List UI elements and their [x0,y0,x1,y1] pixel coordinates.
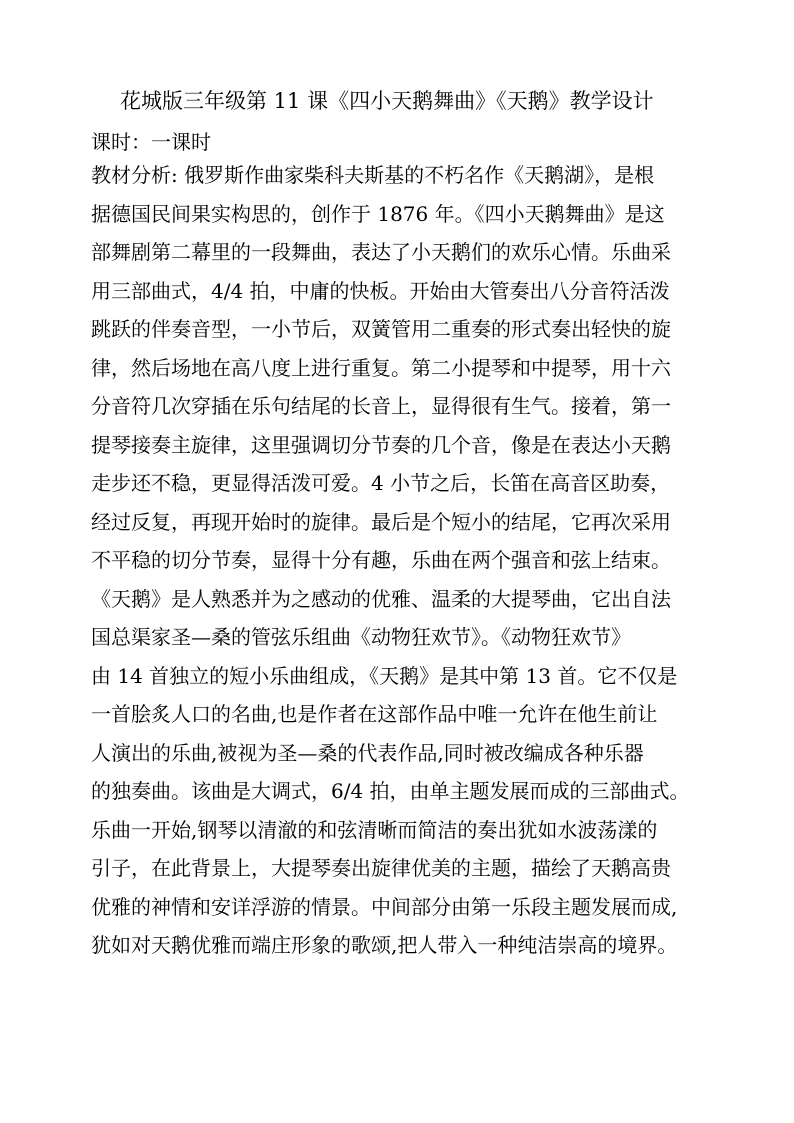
text-line: 教材分析: 俄罗斯作曲家柴科夫斯基的不朽名作《天鹅湖》，是根 [91,163,655,187]
text-line: 国总渠家圣—桑的管弦乐组曲《动物狂欢节》。《动物狂欢节》 [91,625,631,649]
document-title: 花城版三年级第 11 课《四小天鹅舞曲》《天鹅》教学设计 [120,89,654,113]
text-line: 部舞剧第二幕里的一段舞曲，表达了小天鹅们的欢乐心情。乐曲采 [91,240,671,264]
text-line: 不平稳的切分节奏，显得十分有趣，乐曲在两个强音和弦上结束。 [91,548,671,572]
text-line: 走步还不稳，更显得活泼可爱。4 小节之后，长笛在高音区助奏， [91,471,671,495]
text-line: 犹如对天鹅优雅而端庄形象的歌颂,把人带入一种纯洁崇高的境界。 [91,933,678,957]
text-line: 人演出的乐曲,被视为圣—桑的代表作品,同时被改编成各种乐器 [91,740,644,765]
text-line: 律，然后场地在高八度上进行重复。第二小提琴和中提琴，用十六 [91,355,671,380]
text-line: 跳跃的伴奏音型，一小节后，双簧管用二重奏的形式奏出轻快的旋 [91,317,671,341]
text-line: 分音符几次穿插在乐句结尾的长音上，显得很有生气。接着，第一 [91,394,671,418]
text-line: 一首脍炙人口的名曲,也是作者在这部作品中唯一允许在他生前让 [91,702,658,726]
text-line: 用三部曲式，4/4 拍，中庸的快板。开始由大管奏出八分音符活泼 [91,278,670,303]
text-line: 的独奏曲。该曲是大调式，6/4 拍，由单主题发展而成的三部曲式。 [91,779,690,803]
text-line: 引子，在此背景上，大提琴奏出旋律优美的主题，描绘了天鹅高贵 [91,856,671,880]
class-hours-line: 课时：一课时 [91,130,211,154]
text-line: 提琴接奏主旋律，这里强调切分节奏的几个音，像是在表达小天鹅 [91,432,671,457]
analysis-paragraph [91,156,711,965]
text-line: 《天鹅》是人熟悉并为之感动的优雅、温柔的大提琴曲，它出自法 [91,586,671,611]
text-line: 据德国民间果实构思的，创作于 1876 年。《四小天鹅舞曲》是这 [91,201,665,226]
text-line: 经过反复，再现开始时的旋律。最后是个短小的结尾，它再次采用 [91,509,671,534]
text-line: 乐曲一开始,钢琴以清澈的和弦清晰而简洁的奏出犹如水波荡漾的 [91,817,658,842]
text-line: 优雅的神情和安详浮游的情景。中间部分由第一乐段主题发展而成, [91,894,678,919]
text-line: 由 14 首独立的短小乐曲组成，《天鹅》是其中第 13 首。它不仅是 [91,663,678,688]
